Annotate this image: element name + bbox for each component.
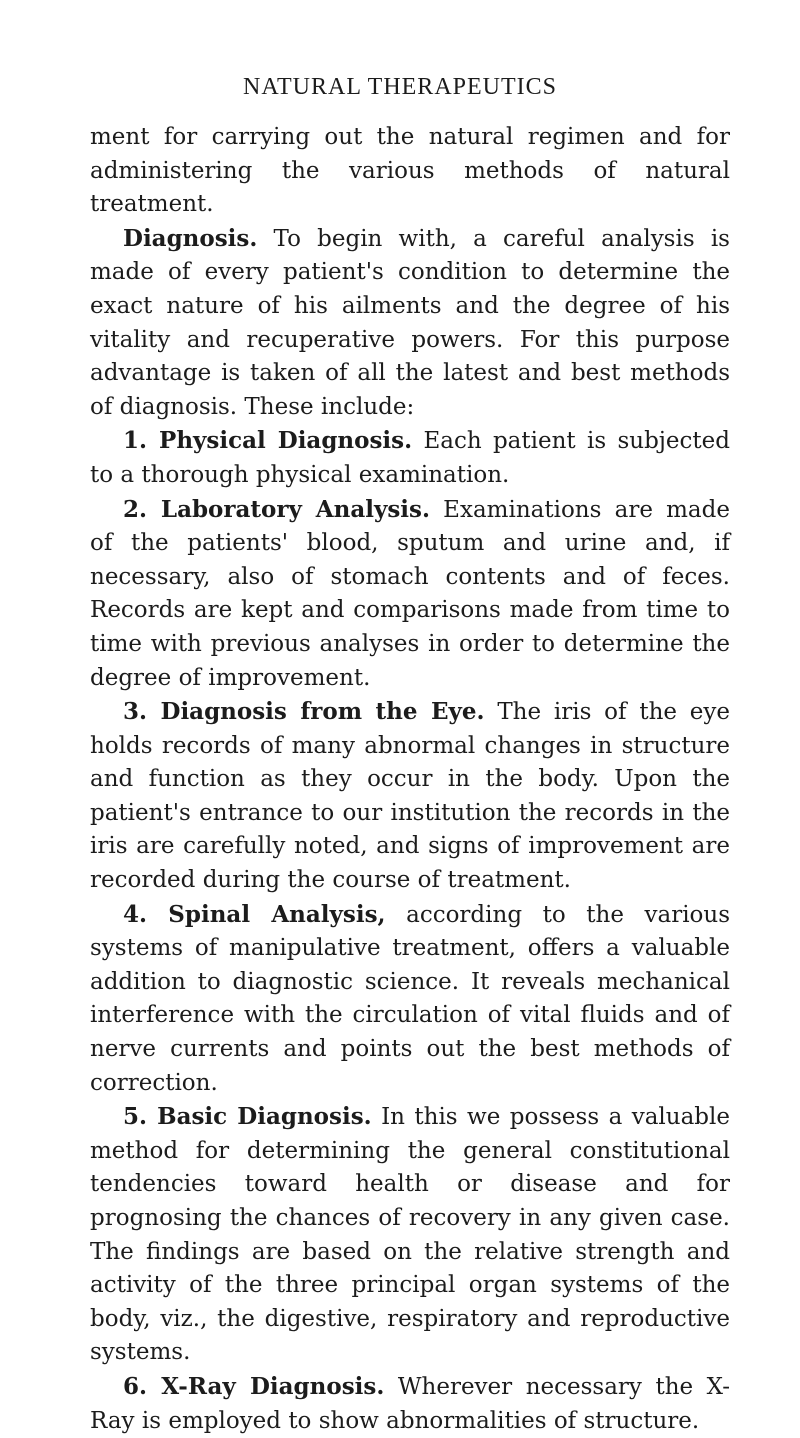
paragraph-basic-diagnosis [90,1100,730,1370]
paragraph-diagnosis-from-eye [90,695,730,898]
running-header: NATURAL THERAPEUTICS [242,74,557,100]
paragraph-heading: 1. Physical Diagnosis. [123,427,413,455]
paragraph-text: Examinations are made of the patients' blood, sputum and urine and, if necessary, also of stomach contents and of feces. Records are kept and comparisons made from time to time with previous analyses in order to determine the degree of improvement. [90,496,730,691]
paragraph-heading: 5. Basic Diagnosis. [123,1103,372,1131]
paragraph-text: Wherever necessary the X-Ray is employed to show abnormalities of structure. [90,1373,730,1434]
paragraph-diagnosis [90,222,730,425]
paragraph-text: according to the various systems of manipulative treatment, offers a valuable addition to diagnostic science. It reveals mechanical interference with the circulation of vital fluids and of nerve currents and points out the best methods of correction. [90,901,731,1096]
paragraph-xray-diagnosis [90,1370,730,1438]
paragraph-heading: Diagnosis. [123,224,258,252]
paragraph-text: Each patient is subjected to a thorough physical examination. [90,428,730,488]
paragraph-spinal-analysis [90,898,730,1101]
paragraph-continuation [90,121,730,222]
paragraph-text: In this we possess a valuable method for determining the general constitutional tendencies toward health or disease and for prognosing the chances of recovery in any given case. The findings are based on the relative strength and activity of the three principal organ systems of the body, viz., the digestive, respiratory and reproductive systems. [90,1104,730,1366]
paragraph-heading: 3. Diagnosis from the Eye. [123,698,485,726]
paragraph-heading: 6. X-Ray Diagnosis. [123,1372,385,1400]
paragraph-physical-diagnosis [90,424,730,492]
body-text [90,121,730,1438]
paragraph-laboratory-analysis [90,493,730,696]
paragraph-heading: 4. Spinal Analysis, [123,900,386,928]
paragraph-text: ment for carrying out the natural regimen and for administering the various methods of natural treatment. [90,124,730,218]
paragraph-heading: 2. Laboratory Analysis. [123,495,430,523]
paragraph-text: The iris of the eye holds records of many abnormal changes in structure and function as they occur in the body. Upon the patient's entrance to our institution the records in the iris are carefully noted, and signs of improvement are recorded during the course of treatment. [90,699,731,894]
paragraph-text: To begin with, a careful analysis is made of every patient's condition to determine the exact nature of his ailments and the degree of his vitality and recuperative powers. For this purpose advantage is taken of all the latest and best methods of diagnosis. These include: [90,225,730,420]
